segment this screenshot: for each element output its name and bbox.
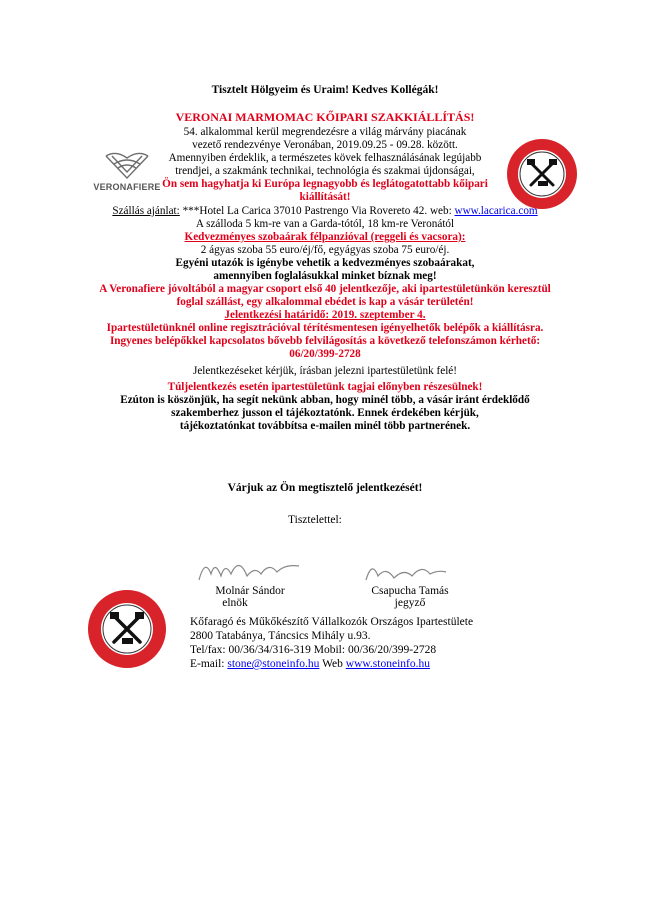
intro-line: Amennyiben érdeklik, a természetes kövek felhasználásának legújabb [168, 152, 482, 164]
organization-footer [190, 615, 473, 671]
tickets-line: Ingyenes belépőkkel kapcsolatos bővebb felvilágosítás a következő telefonszámon kérhető: [109, 335, 541, 347]
written-request: Jelentkezéseket kérjük, írásban jelezni ipartestületünk felé! [192, 365, 458, 377]
guild-seal-logo-large [86, 588, 168, 670]
signer-name: Csapucha Tamás [371, 585, 449, 597]
signer-2 [360, 585, 460, 609]
org-name: Kőfaragó és Műkőkészítő Vállalkozók Országos Ipartestülete [190, 616, 474, 628]
individual-line: amennyiben foglalásukkal minket bíznak meg! [213, 270, 437, 282]
offer-line: A Veronafiere jóvoltából a magyar csoport első 40 jelentkezője, aki ipartestületünkön keresztül [99, 283, 551, 295]
org-contact [190, 657, 473, 671]
regards: Tisztelettel: [288, 514, 342, 526]
headline: VERONAI MARMOMAC KŐIPARI SZAKKIÁLLÍTÁS! [175, 110, 475, 124]
guild-seal-logo [505, 137, 579, 211]
signature-molnar [195, 552, 305, 588]
tickets-phone: 06/20/399-2728 [289, 348, 361, 360]
guild-seal-icon [86, 588, 168, 670]
signature-csapucha [360, 556, 450, 588]
rates-line: 2 ágyas szoba 55 euro/éj/fő, egyágyas szoba 75 euro/éj. [200, 244, 450, 256]
tickets-line: Ipartestületünknél online regisztrációval térítésmentesen igényelhetők belépők a kiállításra. [106, 322, 544, 334]
web-label: Web [319, 658, 346, 670]
thanks-line: szakemberhez jusson el tájékoztatónk. Ennek érdekében kérjük, [171, 407, 479, 419]
org-phone: Tel/fax: 00/36/34/316-319 Mobil: 00/36/20/399-2728 [190, 644, 437, 656]
veronafiere-wordmark: VERONAFIERE [93, 182, 161, 192]
thanks-line: Ezúton is köszönjük, ha segít nekünk abban, hogy minél több, a vásár iránt érdeklődő [120, 394, 530, 406]
intro-line: vezető rendezvénye Veronában, 2019.09.25 - 09.28. között. [192, 139, 458, 151]
intro-line: 54. alkalommal kerül megrendezésre a világ márvány piacának [183, 126, 467, 138]
offer-line: foglal szállást, egy alkalommal ebédet is kap a vásár területén! [176, 296, 474, 308]
signer-role: jegyző [394, 597, 426, 609]
intro-highlight: Ön sem hagyhatja ki Európa legnagyobb és leglátogatottabb kőipari [162, 178, 488, 190]
greeting: Tisztelt Hölgyeim és Uraim! Kedves Kollégák! [211, 84, 439, 96]
signer-1 [200, 585, 300, 609]
deadline: Jelentkezési határidő: 2019. szeptember 4. [224, 309, 426, 321]
lodging-distance: A szálloda 5 km-re van a Garda-tótól, 18 km-re Veronától [195, 218, 455, 230]
signer-name: Molnár Sándor [215, 585, 285, 597]
closing-line: Várjuk az Ön megtisztelő jelentkezését! [227, 482, 423, 494]
lodging-label: Szállás ajánlat: [112, 205, 180, 217]
org-address: 2800 Tatabánya, Táncsics Mihály u.93. [190, 630, 371, 642]
email-link[interactable]: stone@stoneinfo.hu [227, 658, 320, 670]
signer-role: elnök [222, 597, 248, 609]
individual-line: Egyéni utazók is igénybe vehetik a kedvezményes szobaárakat, [175, 257, 475, 269]
lodging-text: ***Hotel La Carica 37010 Pastrengo Via Rovereto 42. web: [179, 205, 455, 217]
intro-highlight: kiállítását! [299, 191, 351, 203]
guild-seal-icon [505, 137, 579, 211]
rates-title: Kedvezményes szobaárak félpanzióval (reggeli és vacsora): [184, 231, 466, 243]
email-label: E-mail: [190, 658, 228, 670]
lodging-line [0, 205, 650, 218]
hotel-link[interactable]: www.lacarica.com [454, 205, 538, 217]
intro-line: trendjei, a szakmánk technikai, technológia és szakmai újdonságai, [175, 165, 475, 177]
overbook-note: Túljelentkezés esetén ipartestületünk tagjai előnyben részesülnek! [167, 381, 483, 393]
web-link[interactable]: www.stoneinfo.hu [345, 658, 430, 670]
thanks-line: tájékoztatónkat továbbítsa e-mailen minél több partnerének. [179, 420, 471, 432]
main-body [150, 111, 500, 204]
lodging-block [0, 205, 650, 433]
